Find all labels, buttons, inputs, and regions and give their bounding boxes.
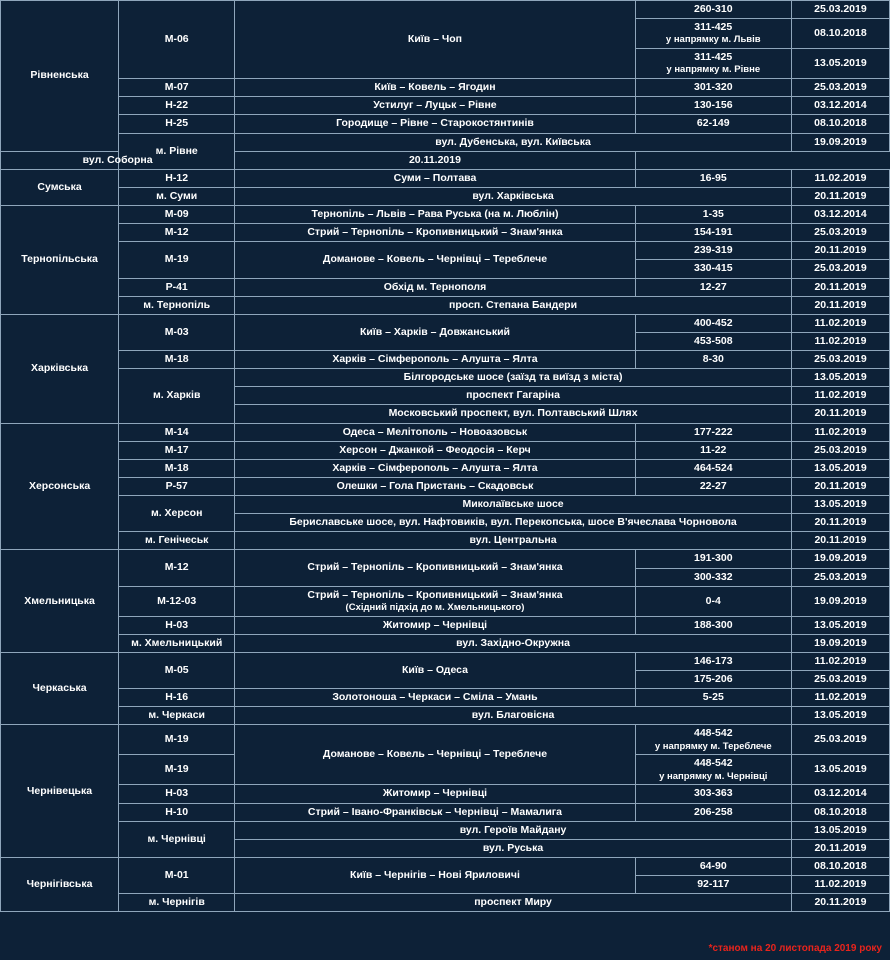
route-name-text: Стрий – Тернопіль – Кропивницький – Знам'янка [307,561,563,574]
route-name-text: просп. Степана Бандери [449,298,578,311]
road-cell: Н-12 [119,169,235,187]
road-cell: М-06 [119,1,235,79]
route-name-cell [235,857,635,893]
date-cell: 08.10.2018 [791,803,889,821]
table-row [1,115,890,133]
route-name-cell [235,97,635,115]
date-cell: 13.05.2019 [791,49,889,79]
kilometrage-cell [635,314,791,332]
route-name-cell [235,296,792,314]
route-name-cell [235,1,635,79]
road-cell: М-19 [119,725,235,755]
route-name-note: (Східний підхід до м. Хмельницького) [345,601,525,613]
table-row [1,423,890,441]
route-name-text: проспект Гагаріна [466,389,560,402]
table-row [1,97,890,115]
kilometrage-cell [635,616,791,634]
kilometrage-text: 330-415 [694,262,733,275]
region-cell: Чернівецька [1,725,119,858]
kilometrage-text: 5-25 [702,691,724,704]
kilometrage-text: 260-310 [694,3,733,15]
route-name-cell [235,441,635,459]
road-cell: м. Черкаси [119,707,235,725]
date-cell: 25.03.2019 [791,671,889,689]
region-cell: Чернігівська [1,857,119,911]
route-name-text: Київ – Харків – Довжанський [359,325,510,338]
road-cell: М-14 [119,423,235,441]
kilometrage-cell [635,586,791,616]
road-cell: М-03 [119,314,235,350]
road-cell: М-07 [119,79,235,97]
date-cell: 08.10.2018 [791,115,889,133]
kilometrage-cell [635,97,791,115]
date-cell: 13.05.2019 [791,755,889,785]
table-row [1,532,890,550]
kilometrage-cell [635,224,791,242]
kilometrage-direction: у напрямку м. Львів [665,34,761,46]
route-name-cell [235,652,635,688]
kilometrage-cell [635,785,791,803]
route-name-cell [235,405,792,423]
kilometrage-cell [635,278,791,296]
table-row [1,550,890,568]
table-row [1,459,890,477]
table-row [1,725,890,755]
route-name-cell [235,496,792,514]
kilometrage-text: 301-320 [694,81,733,94]
route-name-text: Житомир – Чернівці [382,787,488,800]
kilometrage-cell [635,332,791,350]
route-name-text: Бериславське шосе, вул. Нафтовиків, вул. Перекопська, шосе В'ячеслава Чорновола [289,516,737,529]
road-cell: Р-57 [119,477,235,495]
date-cell: 25.03.2019 [791,351,889,369]
kilometrage-cell [635,755,791,785]
kilometrage-text: 0-4 [705,594,721,607]
route-name-text: вул. Дубенська, вул. Київська [435,135,591,148]
road-cell: М-19 [119,242,235,278]
route-name-cell [235,423,635,441]
route-name-text: Суми – Полтава [393,171,477,184]
table-row [1,133,890,151]
table-row [1,296,890,314]
road-cell: М-09 [119,206,235,224]
kilometrage-cell [635,423,791,441]
date-cell: 20.11.2019 [235,151,635,169]
route-name-cell [235,314,635,350]
route-name-text: Московський проспект, вул. Полтавський Шлях [388,407,638,420]
date-cell: 25.03.2019 [791,1,889,19]
road-cell: М-18 [119,351,235,369]
route-name-text: Одеса – Мелітополь – Новоазовськ [342,425,528,438]
kilometrage-cell [635,477,791,495]
kilometrage-cell [635,242,791,260]
route-name-cell [235,839,792,857]
kilometrage-cell [635,671,791,689]
route-name-text: вул. Героїв Майдану [459,823,567,836]
route-name-cell [235,725,635,785]
kilometrage-cell [635,79,791,97]
region-cell: Хмельницька [1,550,119,653]
kilometrage-cell [635,568,791,586]
kilometrage-cell [635,49,791,79]
region-cell: Сумська [1,169,119,205]
kilometrage-direction: у напрямку м. Тереблече [654,740,772,752]
date-cell: 25.03.2019 [791,568,889,586]
kilometrage-cell [635,115,791,133]
date-cell: 20.11.2019 [791,532,889,550]
route-name-text: Доманове – Ковель – Чернівці – Тереблече [322,253,548,266]
date-cell: 25.03.2019 [791,224,889,242]
date-cell: 13.05.2019 [791,369,889,387]
region-cell: Рівненська [1,1,119,152]
table-row [1,441,890,459]
kilometrage-text: 177-222 [694,425,733,438]
route-name-cell [235,616,635,634]
table-row [1,857,890,875]
road-cell: м. Суми [119,187,235,205]
route-name-text: Стрий – Івано-Франківськ – Чернівці – Мамалига [307,805,563,818]
route-name-text: Городище – Рівне – Старокостянтинів [336,117,534,130]
route-name-cell [235,387,792,405]
kilometrage-cell [635,652,791,670]
route-name-cell [235,242,635,278]
date-cell: 19.09.2019 [791,634,889,652]
road-cell: М-12 [119,224,235,242]
route-name-text: Доманове – Ковель – Чернівці – Тереблече [322,748,548,761]
road-cell: м. Тернопіль [119,296,235,314]
date-cell: 20.11.2019 [791,242,889,260]
kilometrage-text: 464-524 [694,461,733,474]
kilometrage-cell [635,857,791,875]
table-row [1,616,890,634]
kilometrage-text: 303-363 [694,787,733,800]
kilometrage-text: 453-508 [694,334,733,347]
region-cell: Черкаська [1,652,119,725]
route-name-cell [235,707,792,725]
route-name-text: Київ – Чернігів – Нові Яриловичі [350,868,520,881]
date-cell: 19.09.2019 [791,586,889,616]
route-name-cell [235,586,635,616]
table-row [1,652,890,670]
kilometrage-direction: у напрямку м. Чернівці [659,770,768,782]
date-cell: 13.05.2019 [791,496,889,514]
route-name-text: Тернопіль – Львів – Рава Руська (на м. Люблін) [311,208,559,220]
kilometrage-text: 448-542 [694,757,733,770]
road-cell: М-01 [119,857,235,893]
date-cell: 25.03.2019 [791,79,889,97]
route-name-cell [235,803,635,821]
road-cell: м. Хмельницький [119,634,235,652]
road-cell: м. Херсон [119,496,235,532]
kilometrage-text: 188-300 [694,618,733,631]
route-name-cell [235,785,635,803]
kilometrage-text: 239-319 [694,244,733,257]
route-name-text: Устилуг – Луцьк – Рівне [373,99,497,112]
route-name-text: Житомир – Чернівці [382,618,488,631]
kilometrage-text: 12-27 [699,280,727,293]
road-cell: Н-16 [119,689,235,707]
kilometrage-text: 300-332 [694,570,733,583]
date-cell: 11.02.2019 [791,387,889,405]
table-row [1,496,890,514]
kilometrage-cell [635,19,791,49]
route-name-text: вул. Західно-Окружна [456,636,570,649]
table-row [1,803,890,821]
date-cell: 03.12.2014 [791,785,889,803]
road-cell: М-12-03 [119,586,235,616]
route-name-text: вул. Руська [482,841,544,854]
region-cell: Харківська [1,314,119,423]
route-name-text: Київ – Ковель – Ягодин [374,81,496,94]
road-cell: м. Чернігів [119,894,235,912]
table-row [1,477,890,495]
table-row [1,169,890,187]
table-row [1,79,890,97]
route-name-cell [235,224,635,242]
road-cell: Н-03 [119,616,235,634]
route-name-text: Стрий – Тернопіль – Кропивницький – Знам'янка [307,226,563,239]
kilometrage-text: 62-149 [696,117,730,130]
table-row [1,151,890,169]
table-row [1,894,890,912]
table-row [1,187,890,205]
date-cell: 25.03.2019 [791,441,889,459]
table-row [1,689,890,707]
kilometrage-cell [635,459,791,477]
route-name-cell [235,79,635,97]
route-name-text: Київ – Чоп [407,33,463,45]
route-name-cell [235,634,792,652]
route-name-cell [235,133,792,151]
date-cell: 25.03.2019 [791,725,889,755]
road-cell: М-12 [119,550,235,586]
footnote: *станом на 20 листопада 2019 року [708,943,882,954]
region-cell: Тернопільська [1,206,119,315]
route-name-cell [235,550,635,586]
route-name-text: Харків – Сімферополь – Алушта – Ялта [332,353,538,365]
kilometrage-cell [635,441,791,459]
date-cell: 03.12.2014 [791,97,889,115]
route-name-cell [235,894,792,912]
kilometrage-cell [635,1,791,19]
route-name-text: вул. Харківська [472,189,554,202]
kilometrage-text: 311-425 [694,21,733,34]
table-row [1,242,890,260]
kilometrage-text: 311-425 [694,51,733,64]
date-cell: 13.05.2019 [791,821,889,839]
kilometrage-text: 22-27 [699,479,727,492]
date-cell: 11.02.2019 [791,332,889,350]
route-name-text: Херсон – Джанкой – Феодосія – Керч [339,443,531,456]
road-cell: Н-22 [119,97,235,115]
date-cell: 11.02.2019 [791,652,889,670]
route-name-cell [235,169,635,187]
date-cell: 20.11.2019 [791,477,889,495]
road-cell: м. Генічеськ [119,532,235,550]
kilometrage-text: 154-191 [694,226,733,239]
route-name-cell [235,532,792,550]
kilometrage-text: 1-35 [702,208,724,220]
route-name-text: Олешки – Гола Пристань – Скадовськ [336,479,534,492]
table-row [1,224,890,242]
road-cell: м. Харків [119,369,235,423]
table-row [1,369,890,387]
road-cell: М-05 [119,652,235,688]
kilometrage-cell [635,689,791,707]
date-cell: 11.02.2019 [791,423,889,441]
kilometrage-text: 130-156 [694,99,733,112]
date-cell: 19.09.2019 [791,550,889,568]
route-name-cell [1,151,235,169]
date-cell: 11.02.2019 [791,314,889,332]
kilometrage-cell [635,351,791,369]
date-cell: 13.05.2019 [791,616,889,634]
route-name-cell [235,278,635,296]
kilometrage-text: 191-300 [694,552,733,565]
route-name-text: Стрий – Тернопіль – Кропивницький – Знам'янка [307,588,563,601]
date-cell: 11.02.2019 [791,876,889,894]
route-name-cell [235,187,792,205]
route-name-text: Харків – Сімферополь – Алушта – Ялта [332,461,538,474]
date-cell: 20.11.2019 [791,278,889,296]
date-cell: 20.11.2019 [791,405,889,423]
route-name-text: Золотоноша – Черкаси – Сміла – Умань [332,691,538,704]
route-name-text: вул. Центральна [469,534,557,547]
kilometrage-cell [635,260,791,278]
date-cell: 20.11.2019 [791,514,889,532]
table-row [1,1,890,19]
kilometrage-cell [635,803,791,821]
kilometrage-text: 8-30 [702,353,724,365]
table-row [1,314,890,332]
date-cell: 11.02.2019 [791,689,889,707]
kilometrage-text: 92-117 [697,878,730,890]
kilometrage-text: 206-258 [694,805,733,818]
kilometrage-cell [635,550,791,568]
route-name-cell [235,369,792,387]
kilometrage-text: 16-95 [699,171,727,184]
region-cell: Херсонська [1,423,119,550]
table-row [1,707,890,725]
road-cell: Р-41 [119,278,235,296]
table-row [1,586,890,616]
table-row [1,351,890,369]
route-name-cell [235,459,635,477]
route-name-cell [235,351,635,369]
road-cell: М-19 [119,755,235,785]
kilometrage-cell [635,725,791,755]
road-cell: Н-03 [119,785,235,803]
road-cell: Н-10 [119,803,235,821]
route-name-text: Обхід м. Тернополя [383,280,487,293]
date-cell: 11.02.2019 [791,169,889,187]
table-row [1,785,890,803]
route-name-cell [235,821,792,839]
date-cell: 19.09.2019 [791,133,889,151]
road-cell: м. Чернівці [119,821,235,857]
date-cell: 25.03.2019 [791,260,889,278]
kilometrage-cell [635,169,791,187]
route-name-text: Миколаївське шосе [462,498,564,510]
table-row [1,821,890,839]
kilometrage-text: 448-542 [694,727,733,740]
date-cell: 20.11.2019 [791,894,889,912]
route-name-cell [235,206,635,224]
table-row [1,278,890,296]
road-cell: Н-25 [119,115,235,133]
kilometrage-text: 400-452 [694,316,733,329]
kilometrage-text: 64-90 [699,859,727,872]
route-name-text: вул. Благовісна [471,709,555,722]
road-cell: М-17 [119,441,235,459]
kilometrage-direction: у напрямку м. Рівне [666,64,761,76]
route-name-cell [235,689,635,707]
kilometrage-text: 146-173 [694,654,733,667]
date-cell: 13.05.2019 [791,707,889,725]
route-name-text: проспект Миру [474,896,552,909]
kilometrage-text: 175-206 [694,673,733,685]
table-row [1,634,890,652]
kilometrage-cell [635,876,791,894]
route-name-cell [235,514,792,532]
date-cell: 20.11.2019 [791,187,889,205]
kilometrage-text: 11-22 [700,443,727,456]
date-cell: 08.10.2018 [791,19,889,49]
date-cell: 20.11.2019 [791,839,889,857]
road-cell: м. Рівне [119,133,235,169]
date-cell: 03.12.2014 [791,206,889,224]
route-name-text: вул. Соборна [82,153,153,166]
route-name-cell [235,477,635,495]
route-name-text: Білгородське шосе (заїзд та виїзд з міста) [403,371,623,384]
route-name-cell [235,115,635,133]
kilometrage-cell [635,206,791,224]
date-cell: 08.10.2018 [791,857,889,875]
road-cell: М-18 [119,459,235,477]
date-cell: 20.11.2019 [791,296,889,314]
route-name-text: Київ – Одеса [401,663,468,676]
date-cell: 13.05.2019 [791,459,889,477]
table-row [1,206,890,224]
